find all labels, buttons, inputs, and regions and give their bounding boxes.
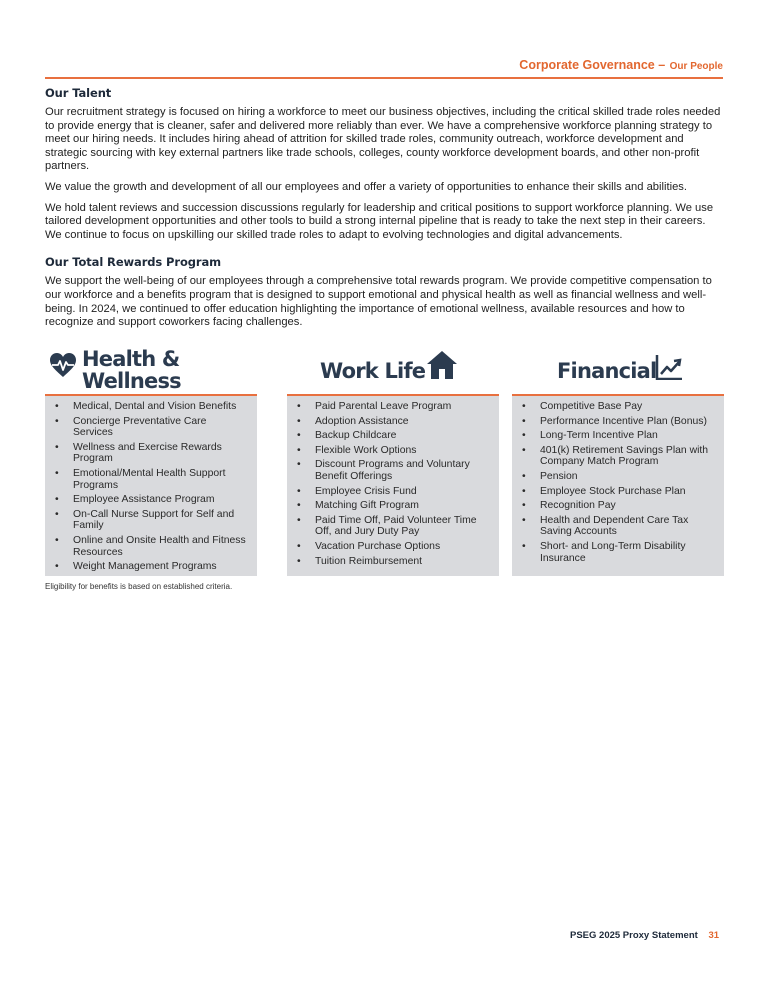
benefit-label: Flexible Work Options: [315, 444, 417, 456]
benefit-label: Discount Programs and Voluntary Benefit Offerings: [315, 459, 470, 482]
page-header: [45, 56, 723, 79]
benefit-label: Emotional/Mental Health Support Programs: [73, 467, 226, 491]
benefit-item: [522, 430, 716, 442]
bullet-marker: •: [55, 401, 59, 412]
talent-paragraph: We value the growth and development of all our employees and offer a variety of opportunities to enhance their skills and abilities.: [45, 180, 688, 193]
benefit-item: [297, 430, 491, 442]
benefit-label: Employee Stock Purchase Plan: [540, 485, 686, 497]
benefit-label: Pension: [540, 470, 578, 482]
bullet-marker: •: [55, 534, 59, 546]
benefit-label: Adoption Assistance: [315, 415, 409, 427]
benefit-label: Short- and Long-Term Disability Insurance: [540, 540, 686, 564]
card-header: [512, 348, 724, 396]
rewards-heading: Our Total Rewards Program: [45, 255, 221, 270]
benefit-item: [297, 541, 491, 553]
benefit-label: Paid Time Off, Paid Volunteer Time Off, and Jury Duty Pay: [315, 514, 477, 538]
bullet-marker: •: [522, 415, 526, 427]
benefit-item: [297, 401, 491, 413]
benefit-label: Paid Parental Leave Program: [315, 401, 452, 412]
benefit-label: Long-Term Incentive Plan: [540, 430, 658, 442]
bullet-marker: •: [522, 514, 526, 526]
bullet-marker: •: [522, 470, 526, 482]
heart-pulse-icon: [49, 352, 77, 378]
bullet-marker: •: [522, 500, 526, 512]
work-life-title: Work Life: [320, 359, 426, 383]
bullet-marker: •: [297, 415, 301, 427]
benefit-item: [55, 494, 249, 506]
benefit-label: Tuition Reimbursement: [315, 555, 423, 567]
work-life-card: [287, 348, 499, 576]
benefit-label: Vacation Purchase Options: [315, 540, 441, 552]
bullet-marker: •: [522, 485, 526, 497]
financial-title: Financial: [557, 359, 657, 383]
bullet-marker: •: [297, 540, 301, 552]
benefits-cards: [45, 348, 725, 578]
page-number: 31: [708, 930, 720, 941]
bullet-marker: •: [297, 430, 301, 442]
rewards-paragraph: We support the well-being of our employees through a comprehensive total rewards program. We provide competitive compensation to our workforce and a benefits program that is designed to support emotional and physical health as well as financial wellness and well-being. In 2024, we continued to offer education highlighting the importance of emotional wellness, available resources and how to recognize and support coworkers facing challenges.: [45, 275, 712, 329]
benefit-label: Recognition Pay: [540, 500, 616, 512]
benefit-label: Health and Dependent Care Tax Saving Accounts: [540, 514, 689, 538]
benefit-item: [522, 541, 716, 564]
health-wellness-card: [45, 348, 257, 576]
card-body: [287, 396, 499, 576]
benefit-item: [297, 416, 491, 428]
benefit-label: Medical, Dental and Vision Benefits: [73, 401, 237, 412]
benefit-item: [297, 486, 491, 498]
health-wellness-title: Health & Wellness: [82, 347, 181, 393]
benefit-item: [55, 442, 249, 465]
benefit-item: [297, 556, 491, 568]
benefit-item: [522, 471, 716, 483]
talent-paragraph: Our recruitment strategy is focused on hiring a workforce to meet our business objectives, including the critical skilled trade roles needed to provide energy that is cleaner, safer and delivered more reliably than ever. We have a comprehensive workforce planning strategy to meet our hiring needs. It includes hiring ahead of attrition for skilled trade roles, community outreach, workforce development and strategic sourcing with key external partners like trade schools, colleges, county workforce development boards, and other non-profit partners.: [45, 106, 721, 173]
bullet-marker: •: [522, 540, 526, 552]
bullet-marker: •: [297, 500, 301, 512]
benefit-label: Employee Assistance Program: [73, 494, 215, 506]
bullet-marker: •: [297, 444, 301, 456]
benefit-item: [297, 515, 491, 538]
bullet-marker: •: [522, 430, 526, 442]
benefit-item: [297, 500, 491, 512]
page-footer: [570, 930, 719, 941]
bullet-marker: •: [55, 561, 59, 573]
bullet-marker: •: [55, 494, 59, 506]
benefit-item: [55, 509, 249, 532]
document-title: PSEG 2025 Proxy Statement: [570, 930, 698, 941]
section-title: Corporate Governance –: [519, 58, 666, 72]
benefit-item: [522, 500, 716, 512]
house-icon: [426, 350, 458, 380]
benefit-label: Matching Gift Program: [315, 500, 419, 512]
financial-card: [512, 348, 724, 576]
health-benefits-list: [55, 401, 249, 573]
benefit-item: [55, 401, 249, 413]
bullet-marker: •: [55, 508, 59, 520]
benefit-label: Weight Management Programs: [73, 561, 217, 573]
benefit-item: [55, 468, 249, 491]
benefit-label: 401(k) Retirement Savings Plan with Company Match Program: [540, 444, 709, 468]
bullet-marker: •: [297, 485, 301, 497]
benefit-item: [522, 445, 716, 468]
benefit-item: [55, 535, 249, 558]
bullet-marker: •: [297, 514, 301, 526]
benefit-item: [55, 561, 249, 573]
eligibility-footnote: Eligibility for benefits is based on established criteria.: [45, 582, 233, 591]
benefit-item: [522, 515, 716, 538]
benefit-label: Concierge Preventative Care Services: [73, 415, 207, 439]
benefit-label: Performance Incentive Plan (Bonus): [540, 415, 707, 427]
benefit-item: [297, 445, 491, 457]
main-content: [45, 86, 725, 337]
bullet-marker: •: [297, 555, 301, 567]
benefit-item: [297, 459, 491, 482]
bullet-marker: •: [55, 415, 59, 427]
benefit-item: [522, 486, 716, 498]
benefit-item: [522, 416, 716, 428]
benefit-item: [55, 416, 249, 439]
card-header: [45, 348, 257, 396]
benefit-item: [522, 401, 716, 413]
bullet-marker: •: [297, 401, 301, 412]
benefit-label: Backup Childcare: [315, 430, 397, 442]
bullet-marker: •: [55, 467, 59, 479]
talent-heading: Our Talent: [45, 86, 112, 100]
bullet-marker: •: [55, 441, 59, 453]
bullet-marker: •: [522, 401, 526, 412]
bullet-marker: •: [297, 459, 301, 471]
talent-paragraph: We hold talent reviews and succession discussions regularly for leadership and critical positions to support workforce planning. We use tailored development opportunities and other tools to build a strong internal pipeline that is ready to take the next step in their careers. We continue to focus on upskilling our skilled trade roles to adapt to evolving technologies and digital advancements.: [45, 201, 714, 241]
benefit-label: Wellness and Exercise Rewards Program: [73, 441, 222, 465]
benefit-label: On-Call Nurse Support for Self and Family: [73, 508, 235, 532]
benefit-label: Employee Crisis Fund: [315, 485, 417, 497]
bullet-marker: •: [522, 444, 526, 456]
card-header: [287, 348, 499, 396]
benefit-label: Competitive Base Pay: [540, 401, 643, 412]
worklife-benefits-list: [297, 401, 491, 567]
financial-benefits-list: [522, 401, 716, 564]
chart-trend-icon: [655, 354, 683, 380]
card-body: [45, 396, 257, 576]
benefit-label: Online and Onsite Health and Fitness Resources: [73, 534, 246, 558]
card-body: [512, 396, 724, 576]
subsection-title: Our People: [669, 61, 723, 72]
